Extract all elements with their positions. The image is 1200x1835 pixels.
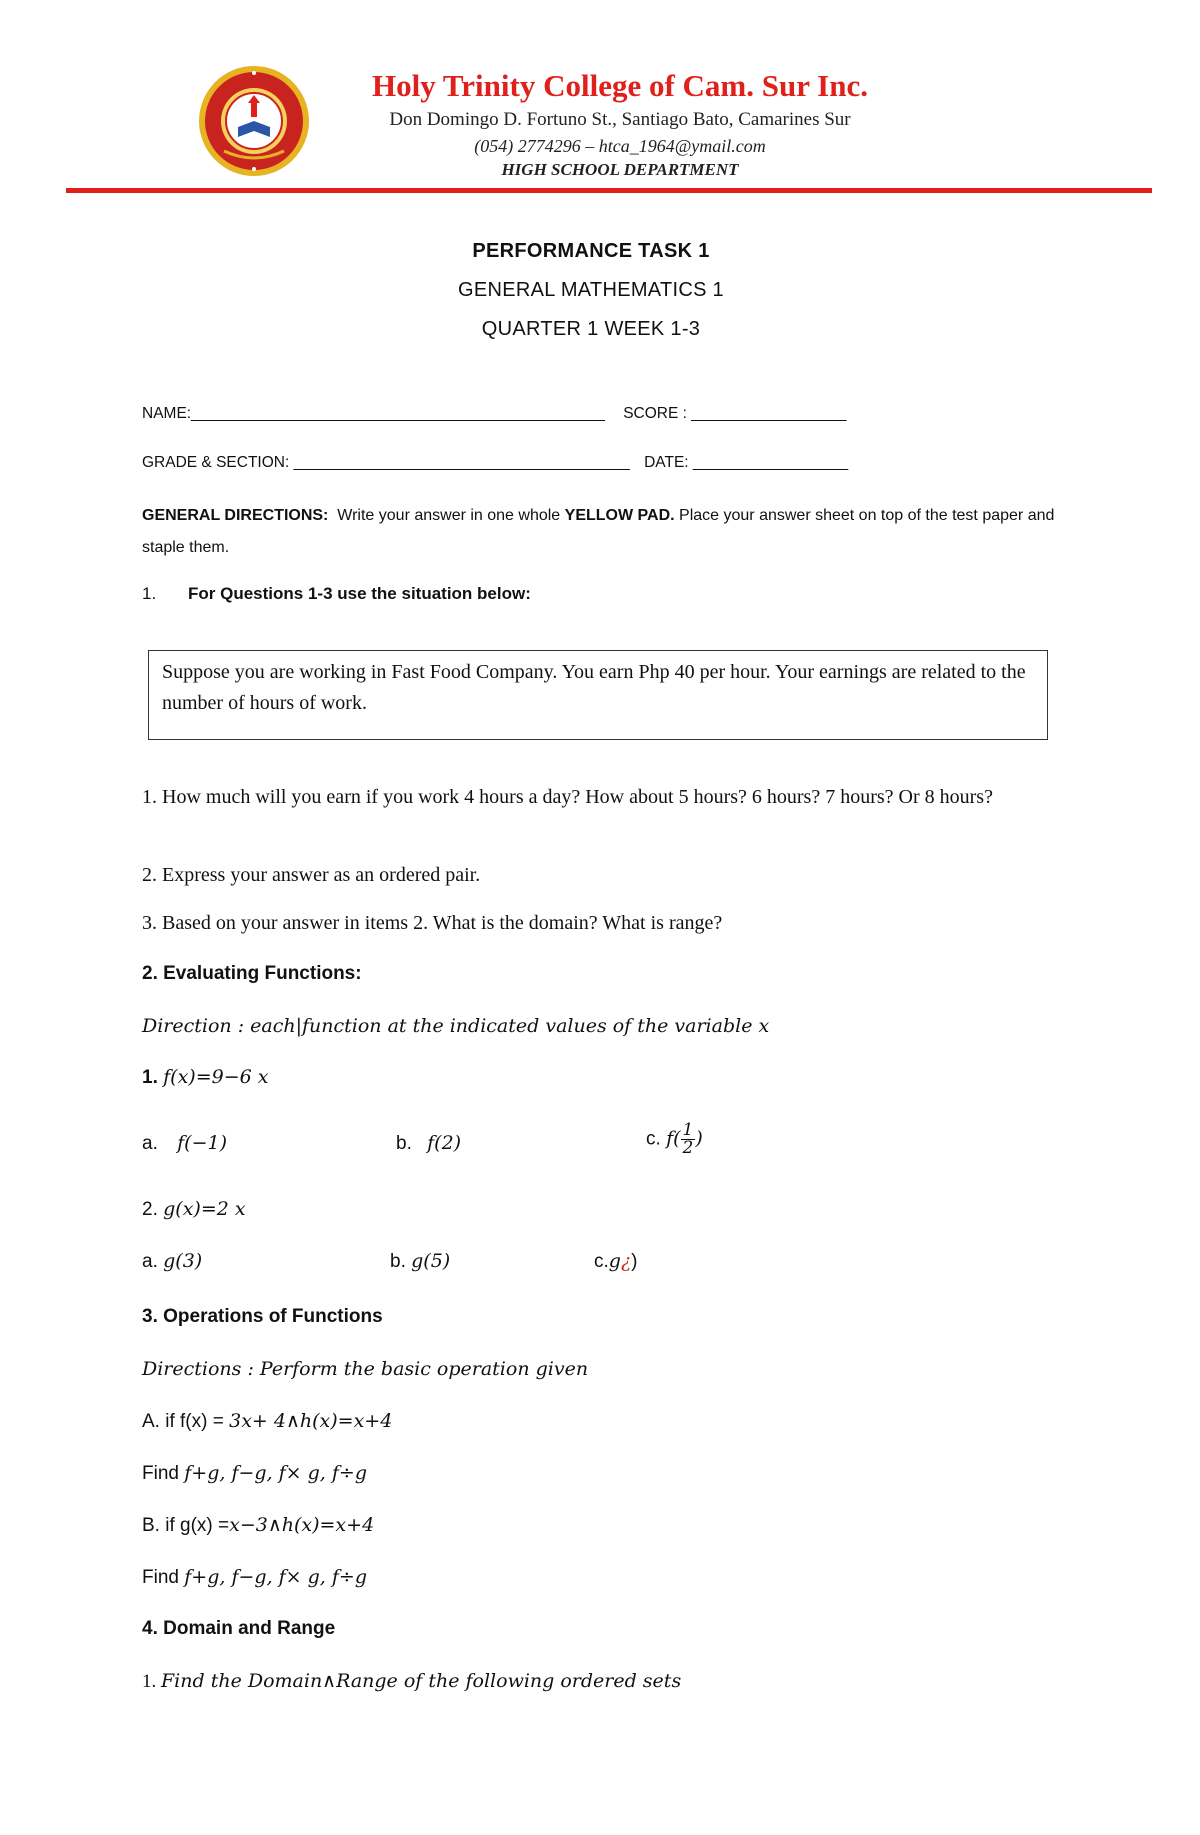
school-address: Don Domingo D. Fortuno St., Santiago Bato, Camarines Sur — [389, 109, 851, 130]
function-1-label: 1. — [142, 1067, 158, 1088]
question-1: 1. How much will you earn if you work 4 hours a day? How about 5 hours? 6 hours? 7 hours? Or 8 hours? — [142, 786, 993, 808]
item-c-post: ) — [695, 1127, 703, 1150]
item-c-label: c. — [646, 1128, 661, 1150]
part3-find-1 — [142, 1462, 367, 1485]
subject-title: GENERAL MATHEMATICS 1 — [458, 279, 724, 301]
quarter-title: QUARTER 1 WEEK 1-3 — [481, 318, 701, 340]
school-department: HIGH SCHOOL DEPARTMENT — [501, 160, 739, 179]
function-2-expr: g(x)=2 x — [163, 1198, 246, 1220]
item-a-label: a. — [142, 1133, 158, 1154]
school-logo — [198, 65, 310, 177]
directions-text-b: Place your answer sheet on top of the test paper and staple them. — [142, 507, 1055, 556]
function-2-item-c — [594, 1250, 637, 1273]
part4-heading: 4. Domain and Range — [142, 1618, 336, 1639]
date-field[interactable]: DATE: __________________ — [644, 454, 849, 471]
item-b-expr: x−3∧h(x)=x+4 — [229, 1514, 375, 1536]
part3-item-b — [142, 1514, 374, 1537]
item-c-glyph: ¿ — [620, 1250, 632, 1272]
item-a-expr: g(3) — [163, 1250, 203, 1272]
question-2: 2. Express your answer as an ordered pair. — [142, 864, 481, 886]
task-title: PERFORMANCE TASK 1 — [472, 240, 710, 262]
function-1-item-a — [142, 1132, 227, 1155]
general-directions — [142, 500, 1062, 564]
item-a-label: a. — [142, 1251, 158, 1272]
item-c-pre: g — [608, 1250, 621, 1272]
fraction-denominator: 2 — [682, 1138, 694, 1158]
function-1-item-c — [646, 1122, 703, 1157]
question-3: 3. Based on your answer in items 2. What is the domain? What is range? — [142, 912, 723, 934]
find-expr: f+g, f−g, f× g, f÷g — [184, 1566, 367, 1588]
school-contact: (054) 2774296 – htca_1964@ymail.com — [474, 136, 766, 156]
directions-label: GENERAL DIRECTIONS: — [142, 507, 329, 524]
function-2 — [142, 1198, 246, 1221]
directions-text-a: Write your answer in one whole — [337, 507, 561, 524]
find-expr: f+g, f−g, f× g, f÷g — [184, 1462, 367, 1484]
part1-heading: For Questions 1-3 use the situation below: — [188, 584, 531, 603]
part3-find-2 — [142, 1566, 367, 1589]
find-prefix: Find — [142, 1463, 185, 1484]
function-1 — [142, 1066, 269, 1089]
item-a-expr: 3x+ 4∧h(x)=x+4 — [229, 1410, 393, 1432]
grade-section-field[interactable]: GRADE & SECTION: _______________________________________ — [142, 454, 630, 471]
part2-direction: Direction : each|function at the indicated values of the variable x — [142, 1015, 770, 1037]
header-divider — [66, 188, 1152, 193]
school-name: Holy Trinity College of Cam. Sur Inc. — [372, 68, 868, 103]
find-prefix: Find — [142, 1567, 185, 1588]
grade-row — [142, 454, 1042, 472]
item-c-pre: f( — [666, 1127, 681, 1150]
function-1-expr: f(x)=9−6 x — [163, 1066, 269, 1088]
name-row — [142, 405, 1042, 423]
item-c-label: c. — [594, 1251, 609, 1272]
item-b-expr: g(5) — [411, 1250, 451, 1272]
item-b-label: b. — [390, 1251, 406, 1272]
situation-text: Suppose you are working in Fast Food Company. You earn Php 40 per hour. Your earnings are related to the number of hours of work. — [162, 661, 1026, 714]
item-c-post: ) — [631, 1251, 638, 1272]
function-2-item-b — [390, 1250, 450, 1273]
part1-number: 1. — [142, 584, 157, 603]
item-b-label: b. — [396, 1133, 412, 1154]
part3-item-a — [142, 1410, 392, 1433]
one-half-fraction — [681, 1122, 696, 1157]
fraction-numerator: 1 — [682, 1120, 694, 1140]
function-2-item-a — [142, 1250, 202, 1273]
name-field[interactable]: NAME:________________________________________________ — [142, 405, 605, 422]
item-1-prefix: 1. — [142, 1671, 161, 1692]
function-1-item-b — [396, 1132, 461, 1155]
directions-emphasis: YELLOW PAD. — [564, 507, 675, 524]
item-a-expr: f(−1) — [177, 1132, 228, 1154]
part3-heading: 3. Operations of Functions — [142, 1306, 383, 1327]
function-2-label: 2. — [142, 1199, 158, 1220]
part3-direction: Directions : Perform the basic operation given — [142, 1358, 589, 1380]
part4-item-1 — [142, 1670, 681, 1693]
item-a-prefix: A. if f(x) = — [142, 1411, 230, 1432]
item-b-prefix: B. if g(x) = — [142, 1515, 230, 1536]
item-1-text: Find the Domain∧Range of the following ordered sets — [161, 1670, 682, 1692]
item-b-expr: f(2) — [427, 1132, 462, 1154]
score-field[interactable]: SCORE : __________________ — [623, 405, 847, 422]
part2-heading: 2. Evaluating Functions: — [142, 963, 362, 984]
